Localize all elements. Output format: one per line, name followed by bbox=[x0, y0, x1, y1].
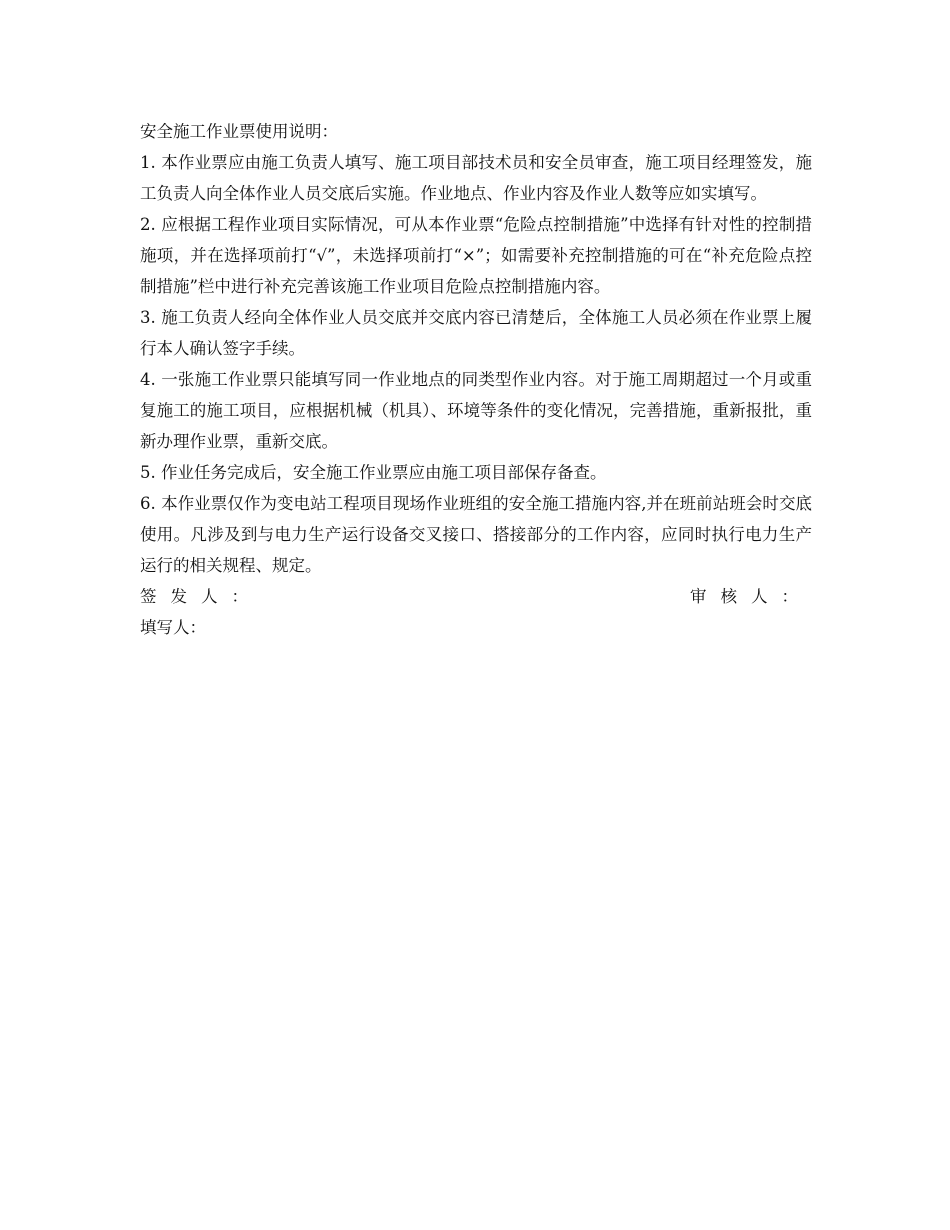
item-number: 1. bbox=[140, 153, 156, 172]
document-heading: 安全施工作业票使用说明： bbox=[140, 122, 338, 141]
item-text: 作业任务完成后，安全施工作业票应由施工项目部保存备查。 bbox=[161, 463, 607, 482]
instruction-item-5 bbox=[140, 457, 812, 488]
item-text: 应根据工程作业项目实际情况，可从本作业票“危险点控制措施”中选择有针对性的控制措施项，并在选择项前打“√”，未选择项前打“×”；如需要补充控制措施的可在“补充危险点控制措施”栏中进行补充完善该施工作业项目危险点控制措施内容。 bbox=[140, 215, 813, 296]
issuer-signature-label: 签发人： bbox=[140, 587, 262, 606]
item-number: 6. bbox=[140, 494, 156, 513]
signature-row bbox=[140, 581, 812, 612]
item-text: 本作业票仅作为变电站工程项目现场作业班组的安全施工措施内容,并在班前站班会时交底使用。凡涉及到与电力生产运行设备交叉接口、搭接部分的工作内容，应同时执行电力生产运行的相关规程、规定。 bbox=[140, 494, 813, 575]
instruction-item-3 bbox=[140, 302, 812, 364]
item-number: 4. bbox=[140, 370, 156, 389]
document-page bbox=[140, 116, 812, 643]
instruction-item-6 bbox=[140, 488, 812, 581]
item-number: 3. bbox=[140, 308, 156, 327]
item-text: 一张施工作业票只能填写同一作业地点的同类型作业内容。对于施工周期超过一个月或重复施工的施工项目，应根据机械（机具）、环境等条件的变化情况，完善措施，重新报批，重新办理作业票，重新交底。 bbox=[140, 370, 812, 451]
reviewer-signature-label: 审核人： bbox=[690, 587, 812, 606]
item-number: 5. bbox=[140, 463, 156, 482]
item-number: 2. bbox=[140, 215, 156, 234]
item-text: 施工负责人经向全体作业人员交底并交底内容已清楚后，全体施工人员必须在作业票上履行本人确认签字手续。 bbox=[140, 308, 812, 358]
instruction-item-4 bbox=[140, 364, 812, 457]
instruction-item-1 bbox=[140, 147, 812, 209]
instruction-item-2 bbox=[140, 209, 812, 302]
filler-signature-label: 填写人： bbox=[140, 618, 206, 637]
item-text: 本作业票应由施工负责人填写、施工项目部技术员和安全员审查，施工项目经理签发，施工负责人向全体作业人员交底后实施。作业地点、作业内容及作业人数等应如实填写。 bbox=[140, 153, 812, 203]
